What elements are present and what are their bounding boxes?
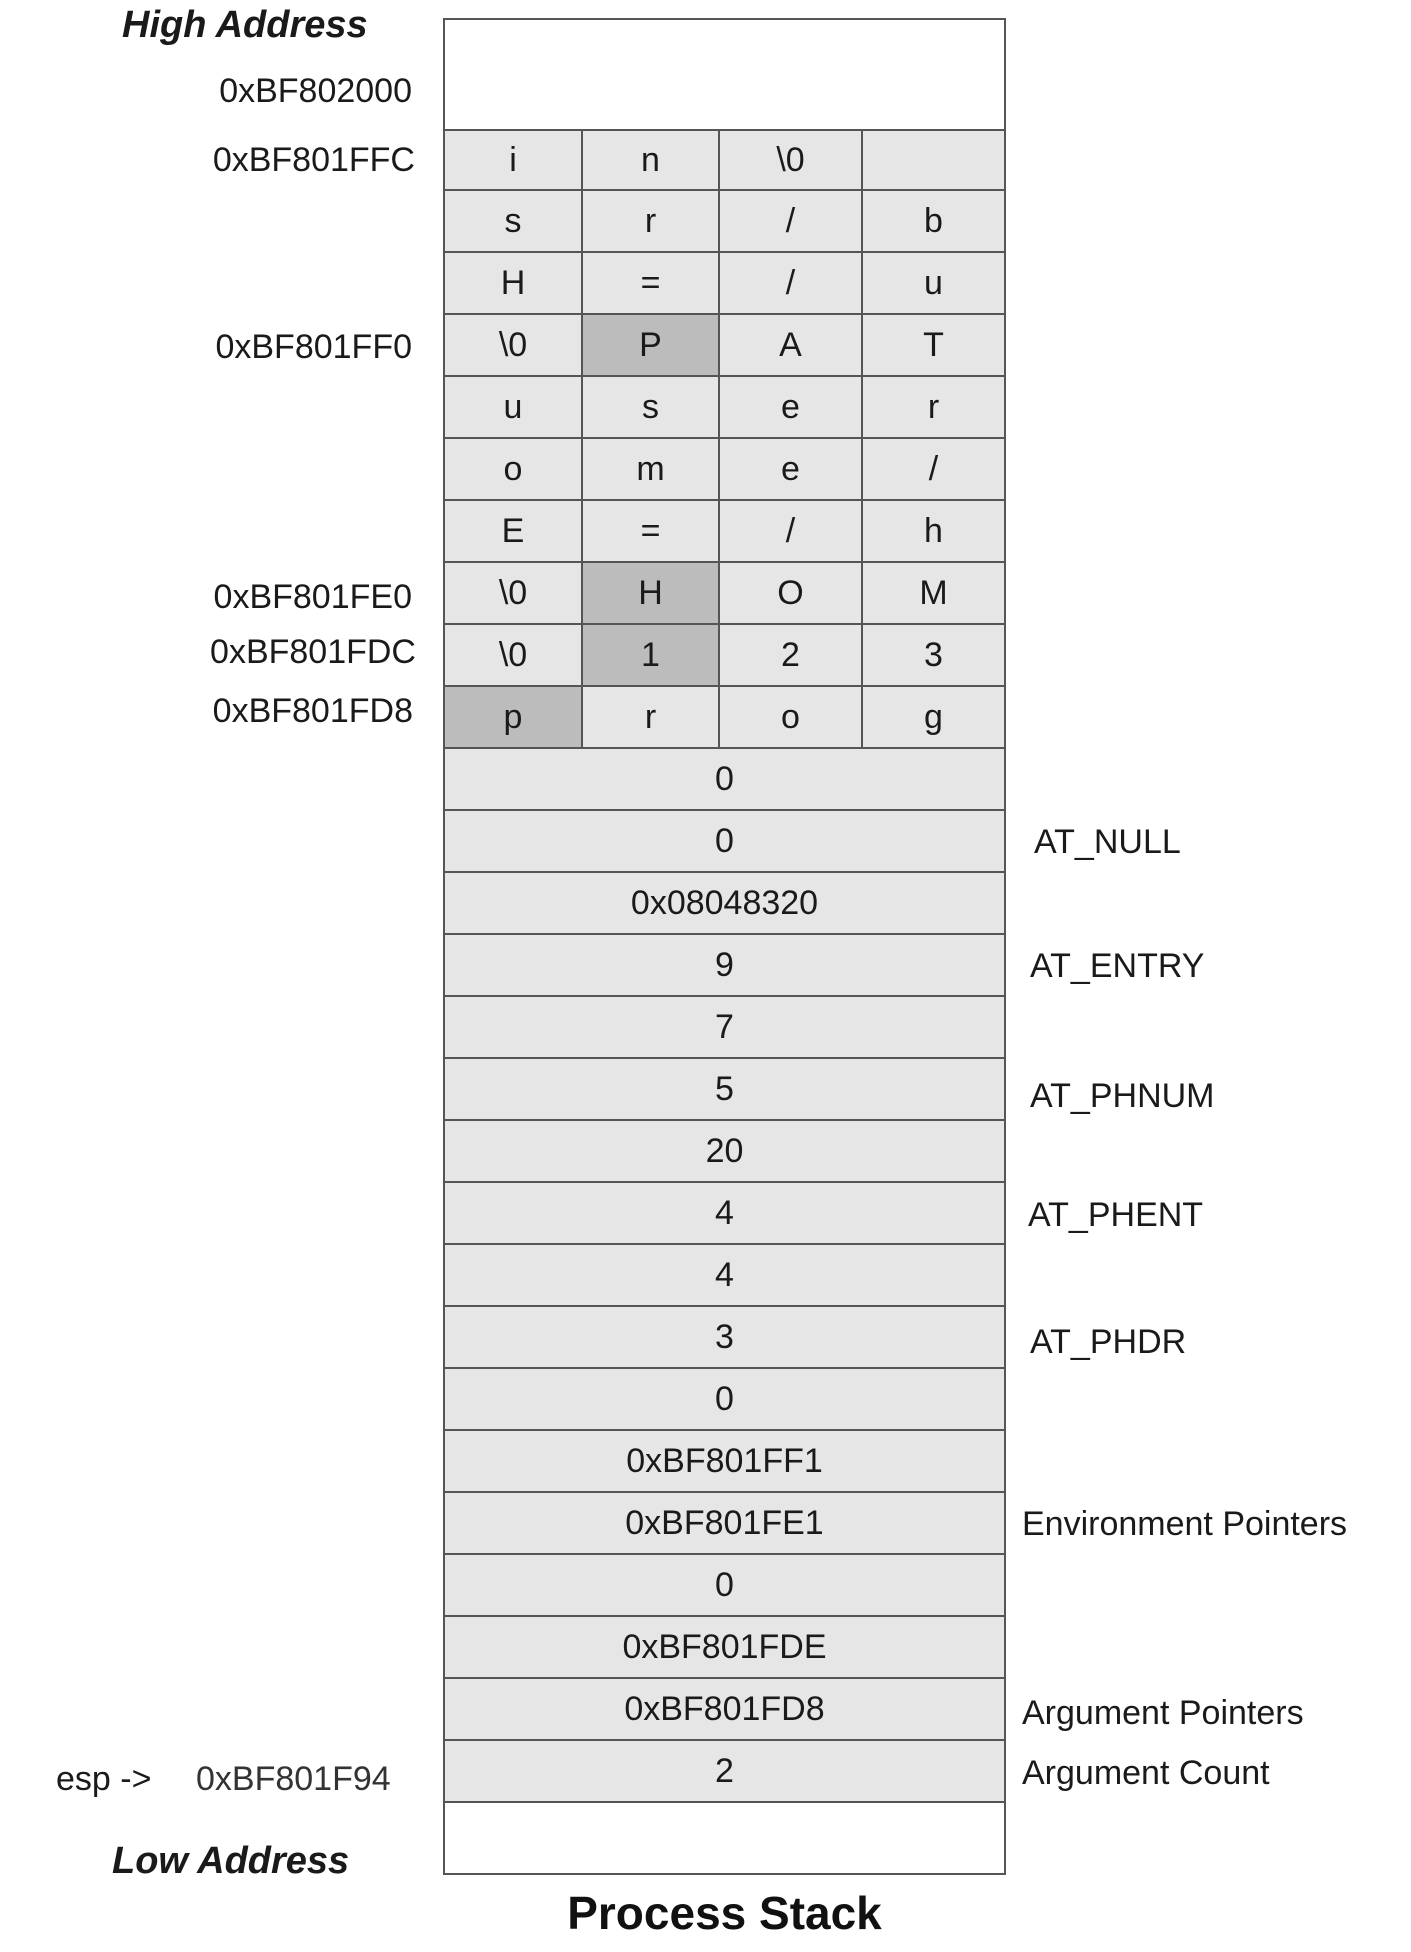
stack-byte-cell: s xyxy=(583,377,720,439)
stack-byte-cell xyxy=(863,129,1006,191)
stack-byte-cell: s xyxy=(443,191,583,253)
stack-word-cell: 5 xyxy=(443,1059,1006,1121)
side-label-argument-pointers: Argument Pointers xyxy=(1022,1694,1304,1732)
stack-word-cell: 0 xyxy=(443,811,1006,873)
stack-word-cell: 0 xyxy=(443,1555,1006,1617)
side-label-at-entry: AT_ENTRY xyxy=(1030,947,1205,985)
stack-byte-cell: H xyxy=(443,253,583,315)
low-address-label: Low Address xyxy=(112,1840,350,1882)
stack-byte-cell: r xyxy=(863,377,1006,439)
stack-byte-cell: e xyxy=(720,439,863,501)
stack-byte-cell: / xyxy=(720,191,863,253)
stack-byte-cell: 1 xyxy=(583,625,720,687)
stack-byte-cell: h xyxy=(863,501,1006,563)
stack-word-cell: 0xBF801FDE xyxy=(443,1617,1006,1679)
address-label: 0xBF801FE0 xyxy=(213,578,412,616)
stack-byte-cell: / xyxy=(720,253,863,315)
stack-byte-cell: 2 xyxy=(720,625,863,687)
stack-byte-cell: g xyxy=(863,687,1006,749)
stack-word-cell: 0 xyxy=(443,1369,1006,1431)
stack-byte-cell: T xyxy=(863,315,1006,377)
stack-byte-cell: M xyxy=(863,563,1006,625)
stack-byte-cell: b xyxy=(863,191,1006,253)
address-label: 0xBF802000 xyxy=(219,72,412,110)
high-address-label: High Address xyxy=(122,4,368,46)
side-label-at-null: AT_NULL xyxy=(1034,823,1181,861)
stack-byte-cell: E xyxy=(443,501,583,563)
stack-byte-cell: H xyxy=(583,563,720,625)
stack-byte-cell: o xyxy=(720,687,863,749)
stack-word-cell: 2 xyxy=(443,1741,1006,1803)
stack-byte-cell: P xyxy=(583,315,720,377)
address-label: 0xBF801FD8 xyxy=(212,692,413,730)
stack-byte-cell: O xyxy=(720,563,863,625)
side-label-environment-pointers: Environment Pointers xyxy=(1022,1505,1348,1543)
address-label: 0xBF801FDC xyxy=(210,633,416,671)
stack-byte-cell: \0 xyxy=(720,129,863,191)
stack-byte-cell: u xyxy=(443,377,583,439)
stack-byte-cell: \0 xyxy=(443,563,583,625)
stack-byte-cell: \0 xyxy=(443,625,583,687)
side-label-argument-count: Argument Count xyxy=(1022,1754,1270,1792)
stack-byte-cell: A xyxy=(720,315,863,377)
esp-address: 0xBF801F94 xyxy=(196,1760,391,1798)
esp-pointer-label: esp -> xyxy=(56,1760,152,1798)
stack-word-cell: 9 xyxy=(443,935,1006,997)
address-label: 0xBF801FFC xyxy=(212,141,415,179)
stack-word-cell: 20 xyxy=(443,1121,1006,1183)
stack-byte-cell: 3 xyxy=(863,625,1006,687)
stack-byte-cell: \0 xyxy=(443,315,583,377)
stack-byte-cell: / xyxy=(720,501,863,563)
stack-word-cell: 4 xyxy=(443,1245,1006,1307)
stack-byte-cell: u xyxy=(863,253,1006,315)
diagram-title: Process Stack xyxy=(567,1887,882,1939)
stack-byte-cell: / xyxy=(863,439,1006,501)
stack-word-cell: 7 xyxy=(443,997,1006,1059)
stack-byte-cell: o xyxy=(443,439,583,501)
stack-byte-cell: i xyxy=(443,129,583,191)
stack-word-cell: 0xBF801FE1 xyxy=(443,1493,1006,1555)
side-label-at-phent: AT_PHENT xyxy=(1028,1196,1204,1234)
stack-word-cell: 0x08048320 xyxy=(443,873,1006,935)
stack-byte-cell: = xyxy=(583,501,720,563)
stack-word-cell: 0 xyxy=(443,749,1006,811)
stack-byte-cell: r xyxy=(583,687,720,749)
stack-byte-cell: p xyxy=(443,687,583,749)
stack-byte-cell: = xyxy=(583,253,720,315)
stack-word-cell: 0xBF801FF1 xyxy=(443,1431,1006,1493)
stack-word-cell: 4 xyxy=(443,1183,1006,1245)
stack-byte-cell: m xyxy=(583,439,720,501)
stack-word-cell: 3 xyxy=(443,1307,1006,1369)
address-label: 0xBF801FF0 xyxy=(215,328,412,366)
stack-byte-cell: r xyxy=(583,191,720,253)
side-label-at-phdr: AT_PHDR xyxy=(1030,1323,1187,1361)
side-label-at-phnum: AT_PHNUM xyxy=(1030,1077,1215,1115)
stack-byte-cell: e xyxy=(720,377,863,439)
stack-word-cell: 0xBF801FD8 xyxy=(443,1679,1006,1741)
stack-byte-cell: n xyxy=(583,129,720,191)
